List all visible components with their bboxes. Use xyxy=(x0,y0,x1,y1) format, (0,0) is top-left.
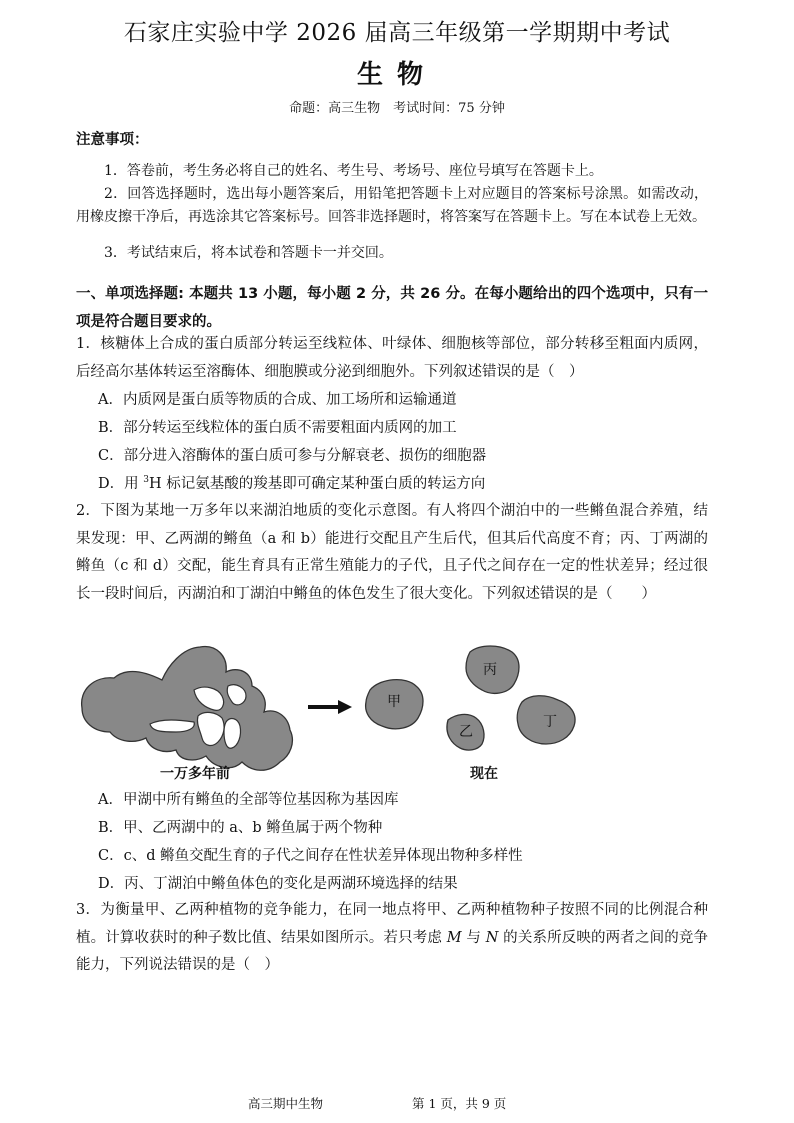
lake-label-bing: 丙 xyxy=(483,662,497,678)
notice-item-1: 1．答卷前，考生务必将自己的姓名、考生号、考场号、座位号填写在答题卡上。 xyxy=(104,163,603,179)
question-1-option-c: C．部分进入溶酶体的蛋白质可参与分解衰老、损伤的细胞器 xyxy=(98,448,487,464)
lake-label-yi: 乙 xyxy=(459,724,473,740)
question-2-option-b: B．甲、乙两湖中的 a、b 鳉鱼属于两个物种 xyxy=(98,820,383,836)
question-2-option-d: D．丙、丁湖泊中鳉鱼体色的变化是两湖环境选择的结果 xyxy=(98,876,458,892)
exam-meta: 命题：高三生物 考试时间：75 分钟 xyxy=(289,101,505,116)
option-d-suffix: H 标记氨基酸的羧基即可确定某种蛋白质的转运方向 xyxy=(148,476,486,492)
question-1-option-a: A．内质网是蛋白质等物质的合成、加工场所和运输通道 xyxy=(98,392,457,408)
question-3-stem xyxy=(76,897,708,980)
question-1-stem: 1．核糖体上合成的蛋白质部分转运至线粒体、叶绿体、细胞核等部位，部分转移至粗面内质网，后经高尔基体转运至溶酶体、细胞膜或分泌到细胞外。下列叙述错误的是（ ） xyxy=(76,336,708,380)
caption-now: 现在 xyxy=(470,766,498,782)
question-2-stem: 2．下图为某地一万多年以来湖泊地质的变化示意图。有人将四个湖泊中的一些鳉鱼混合养殖，结果发现：甲、乙两湖的鳉鱼（a 和 b）能进行交配且产生后代，但其后代高度不育；丙、丁两湖的鳉鱼（c 和 d）交配，能生育具有正常生殖能力的子代，且子代之间存在一定的性状差异；经过很长一段时间后，丙湖泊和丁湖泊中鳉鱼的体色发生了很大变化。下列叙述错误的是（ ） xyxy=(76,503,708,602)
question-1-option-d xyxy=(98,474,485,494)
arrow-right-icon xyxy=(308,700,352,714)
option-d-prefix: D．用 xyxy=(98,476,144,492)
notice-item-2: 2．回答选择题时，选出每小题答案后，用铅笔把答题卡上对应题目的答案标号涂黑。如需改动，用橡皮擦干净后，再选涂其它答案标号。回答非选择题时，将答案写在答题卡上。写在本试卷上无效。 xyxy=(76,186,708,225)
footer-subject: 高三期中生物 xyxy=(248,1096,324,1111)
q3-stem-part2: 与 xyxy=(461,929,486,946)
lake-label-ding: 丁 xyxy=(543,714,557,730)
notice-heading: 注意事项： xyxy=(76,132,149,148)
q3-stem-part1: 3．为衡量甲、乙两种植物的竞争能力，在同一地点将甲、乙两种植物种子按照不同的比例混合种植。计算收获时的种子数比值、结果如图所示。若只考虑 xyxy=(76,902,708,946)
question-2-option-a: A．甲湖中所有鳉鱼的全部等位基因称为基因库 xyxy=(98,792,399,808)
variable-n: N xyxy=(485,929,499,946)
question-1-option-b: B．部分转运至线粒体的蛋白质不需要粗面内质网的加工 xyxy=(98,420,457,436)
lake-label-jia: 甲 xyxy=(387,694,401,710)
isotope-superscript: 3 xyxy=(143,475,149,486)
caption-before: 一万多年前 xyxy=(160,766,230,782)
variable-m: M xyxy=(446,929,462,946)
subject-title: 生物 xyxy=(356,60,437,90)
ancient-lakes-shape xyxy=(82,647,293,771)
exam-title: 石家庄实验中学 2026 届高三年级第一学期期中考试 xyxy=(123,20,671,46)
notice-item-3: 3．考试结束后，将本试卷和答题卡一并交回。 xyxy=(104,245,393,261)
question-2-option-c: C．c、d 鳉鱼交配生育的子代之间存在性状差异体现出物种多样性 xyxy=(98,848,523,864)
q3-stem-part3: 的关系所反映的两者之间的竞争能力，下列说法错误的是（ ） xyxy=(76,929,709,973)
footer-page-number: 第 1 页，共 9 页 xyxy=(412,1096,507,1111)
section-heading: 一、单项选择题: 本题共 13 小题，每小题 2 分，共 26 分。在每小题给出的四个选项中，只有一项是符合题目要求的。 xyxy=(76,286,708,330)
